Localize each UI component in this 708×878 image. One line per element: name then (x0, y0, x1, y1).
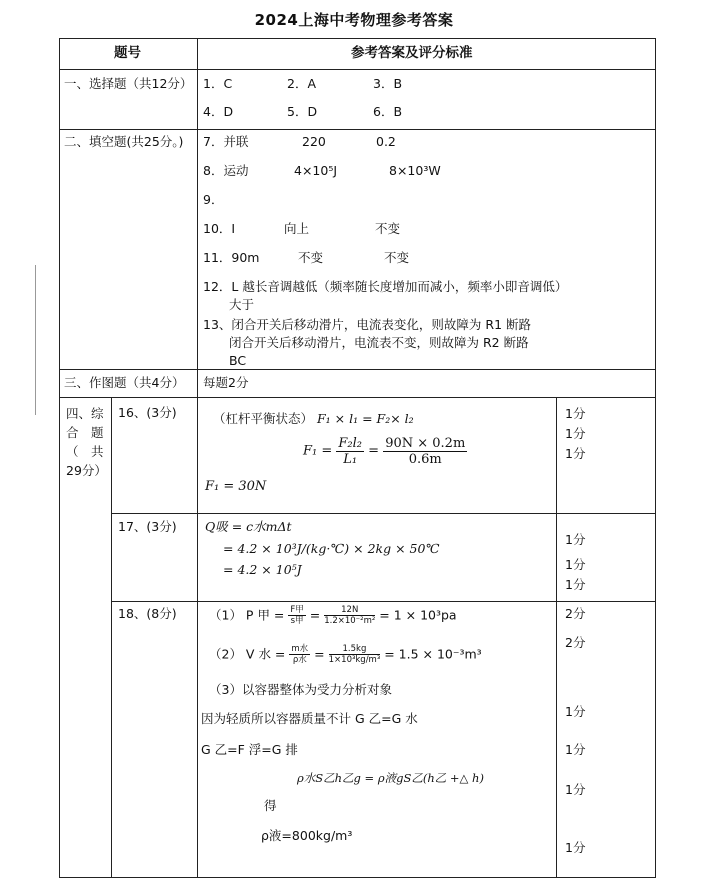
q18-p2-eq: = (314, 646, 325, 662)
answer-table (59, 38, 656, 878)
q18-score-1: 2分 (565, 606, 586, 621)
q18-score-6: 1分 (565, 840, 586, 855)
q18-p2-frac1-den: ρ水 (292, 655, 307, 665)
answer-5: 5．D (287, 104, 318, 119)
answer-4: 4．D (203, 104, 234, 119)
answer-6: 6．B (373, 104, 403, 119)
header-question-no: 题号 (114, 45, 141, 61)
q16-frac1-den: L₁ (343, 452, 358, 467)
answer-3: 3．B (373, 76, 403, 91)
col-divider-main (197, 39, 198, 877)
answer-11a: 11．90m (203, 250, 260, 265)
answer-2: 2．A (287, 76, 317, 91)
q16-line1-prefix: （杠杆平衡状态） (213, 411, 314, 426)
row-divider-q16 (111, 513, 655, 514)
q18-p1-result: = 1 × 10³pa (379, 607, 457, 623)
q16-fraction-2 (383, 436, 467, 467)
q18-line4: 因为轻质所以容器质量不计 G 乙=G 水 (201, 711, 418, 726)
answer-7a: 7．并联 (203, 134, 249, 149)
section-label-comprehensive-3: （ 共 (66, 444, 104, 459)
section-label-drawing: 三、作图题（共4分） (64, 375, 185, 390)
q18-line6: ρ水S乙h乙g = ρ液gS乙(h乙 +△ h) (297, 771, 484, 785)
q18-part3: （3）以容器整体为受力分析对象 (209, 682, 392, 697)
q18-p2-result: = 1.5 × 10⁻³m³ (384, 646, 482, 662)
q18-p1-frac1 (288, 605, 305, 626)
answer-13c: BC (229, 353, 247, 368)
q16-frac2-num: 90N × 0.2m (385, 436, 466, 451)
row-divider-q17 (111, 601, 655, 602)
answer-10c: 不变 (375, 221, 401, 236)
answer-8a: 8．运动 (203, 163, 249, 178)
q17-score-2: 1分 (565, 557, 586, 572)
q17-score-3: 1分 (565, 577, 586, 592)
scan-margin-mark (35, 265, 36, 415)
q16-frac2-den: 0.6m (408, 452, 442, 467)
q18-score-5: 1分 (565, 782, 586, 797)
q16-score-1: 1分 (565, 406, 586, 421)
answer-7c: 0.2 (376, 134, 396, 149)
drawing-score-note: 每题2分 (203, 375, 249, 390)
q17-line3: = 4.2 × 10⁵J (223, 562, 302, 577)
row-divider-drawing (60, 397, 655, 398)
q18-part1 (209, 605, 457, 626)
row-divider-choice (60, 129, 655, 130)
page-title: 2024上海中考物理参考答案 (254, 11, 454, 29)
header-answer: 参考答案及评分标准 (351, 45, 473, 61)
q18-p2-frac1-num: m水 (291, 644, 309, 654)
q18-line5: G 乙=F 浮=G 排 (201, 742, 298, 757)
col-divider-score (556, 397, 557, 877)
row-divider-header (60, 69, 655, 70)
section-label-choice: 一、选择题（共12分） (64, 76, 193, 91)
answer-8c: 8×10³W (389, 163, 441, 178)
q18-p2-prefix: （2） V 水 = (209, 646, 286, 662)
q16-equation (303, 436, 467, 467)
q17-line1: Q吸 = c水mΔt (205, 519, 292, 534)
answer-10a: 10．I (203, 221, 236, 236)
q18-line8: ρ液=800kg/m³ (261, 828, 353, 843)
answer-13b: 闭合开关后移动滑片，电流表不变，则故障为 R2 断路 (229, 335, 529, 350)
q18-p1-frac2-num: 12N (324, 605, 375, 616)
q18-p1-frac1-num: F甲 (290, 605, 304, 615)
q18-p1-frac1-den: s甲 (290, 616, 304, 626)
q18-p2-frac1 (289, 644, 310, 665)
answer-10b: 向上 (284, 221, 310, 236)
q18-p1-frac2 (324, 605, 375, 626)
q16-eq-lhs: F₁ = (303, 443, 333, 459)
q18-p1-eq: = (309, 607, 321, 623)
q16-label: 16、(3分) (118, 405, 177, 420)
section-label-comprehensive-1: 四、综 (66, 406, 104, 421)
q16-result: F₁ = 30N (205, 479, 267, 494)
q18-line7: 得 (264, 798, 277, 813)
q18-part2 (209, 644, 482, 665)
q18-p2-frac2-den: 1×10³kg/m³ (328, 655, 381, 665)
q18-label: 18、(8分) (118, 606, 177, 621)
q16-line1 (213, 411, 414, 427)
section-label-comprehensive-4: 29分） (66, 463, 107, 478)
q16-score-3: 1分 (565, 446, 586, 461)
answer-11b: 不变 (298, 250, 324, 265)
section-label-comprehensive-2: 合 题 (66, 425, 104, 440)
q18-p1-prefix: （1） P 甲 = (209, 607, 285, 623)
row-divider-fill (60, 369, 655, 370)
q16-eq-equals: = (368, 443, 380, 459)
q17-line2: = 4.2 × 10³J/(kg·℃) × 2kg × 50℃ (223, 541, 440, 556)
answer-8b: 4×10⁵J (294, 163, 338, 178)
q16-score-2: 1分 (565, 426, 586, 441)
section-label-fill: 二、填空题(共25分。) (64, 134, 184, 149)
q18-score-3: 1分 (565, 704, 586, 719)
q18-score-4: 1分 (565, 742, 586, 757)
q18-score-2: 2分 (565, 635, 586, 650)
answer-12b: 大于 (229, 297, 255, 312)
q17-label: 17、(3分) (118, 519, 177, 534)
q16-line1-eq: F₁ × l₁ = F₂× l₂ (317, 411, 414, 426)
answer-1: 1．C (203, 76, 233, 91)
answer-13a: 13、闭合开关后移动滑片，电流表变化，则故障为 R1 断路 (203, 317, 531, 332)
q17-score-1: 1分 (565, 532, 586, 547)
q16-fraction-1 (336, 436, 364, 467)
q18-p1-frac2-den: 1.2×10⁻²m² (324, 616, 376, 626)
answer-11c: 不变 (384, 250, 410, 265)
q18-p2-frac2 (329, 644, 381, 665)
col-divider-qnum (111, 397, 112, 877)
q16-frac1-num: F₂l₂ (338, 436, 363, 451)
answer-9: 9． (203, 192, 224, 207)
answer-12a: 12．L 越长音调越低（频率随长度增加而减小，频率小即音调低） (203, 279, 568, 294)
answer-7b: 220 (302, 134, 326, 149)
q18-p2-frac2-num: 1.5kg (329, 644, 381, 655)
